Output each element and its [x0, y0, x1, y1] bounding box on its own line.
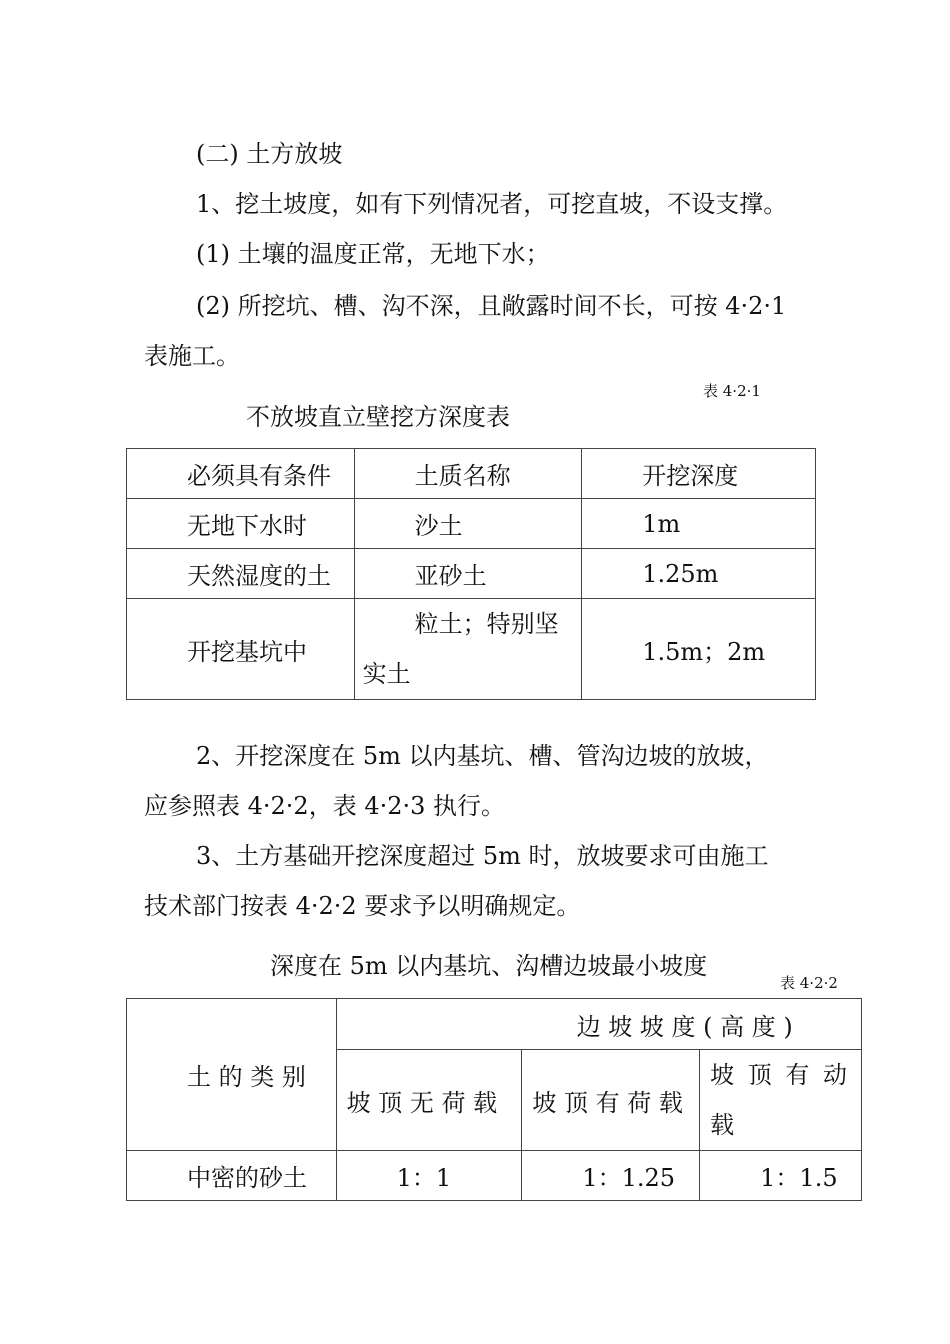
table-row: [127, 499, 816, 549]
table-cell: 1：1.25: [522, 1151, 700, 1201]
paragraph-item-2-line2: 应参照表 4·2·2，表 4·2·3 执行。: [144, 792, 506, 820]
table1-header-depth: 开挖深度: [582, 449, 816, 499]
table-row: [127, 999, 862, 1050]
table1-header-soil: 土质名称: [354, 449, 582, 499]
table-cell: 亚砂土: [354, 549, 582, 599]
table2-header-no-load: 坡 顶 无 荷 载: [336, 1050, 522, 1151]
table1: [126, 448, 816, 700]
table1-number: 表 4·2·1: [703, 382, 761, 400]
table-cell: 1.25m: [582, 549, 816, 599]
table-cell: 开挖基坑中: [127, 599, 355, 700]
table-cell: 天然湿度的土: [127, 549, 355, 599]
table-cell: 沙土: [354, 499, 582, 549]
paragraph-item-1: 1、挖土坡度，如有下列情况者，可挖直坡，不设支撑。: [196, 190, 788, 218]
table1-header-condition: 必须具有条件: [127, 449, 355, 499]
table2-header-dynamic-load: [700, 1050, 862, 1151]
table2-header-slope-ratio: 边 坡 坡 度 ( 高 度 ): [336, 999, 861, 1050]
table-cell: 1：1: [336, 1151, 522, 1201]
paragraph-item-1-2-line1: (2) 所挖坑、槽、沟不深，且敞露时间不长，可按 4·2·1: [196, 292, 787, 320]
section-title: (二) 土方放坡: [196, 140, 343, 168]
paragraph-item-3-line1: 3、土方基础开挖深度超过 5m 时，放坡要求可由施工: [196, 842, 769, 870]
table-row: [127, 1151, 862, 1201]
table-cell: 无地下水时: [127, 499, 355, 549]
cell-line: 实土: [362, 660, 411, 688]
table-cell: 中密的砂土: [127, 1151, 337, 1201]
table2-number: 表 4·2·2: [780, 974, 838, 992]
table-cell: 1：1.5: [700, 1151, 862, 1201]
cell-line: 载: [710, 1111, 735, 1139]
table-cell: 1m: [582, 499, 816, 549]
table-row: [127, 599, 816, 700]
paragraph-item-1-1: (1) 土壤的温度正常，无地下水；: [196, 240, 550, 268]
table-row: [127, 449, 816, 499]
table2: [126, 998, 862, 1201]
table-cell: 1.5m；2m: [582, 599, 816, 700]
table2-header-soil-type: 土 的 类 别: [127, 999, 337, 1151]
cell-line: 粒土；特别坚: [414, 610, 559, 638]
table1-title: 不放坡直立壁挖方深度表: [246, 403, 510, 431]
table2-header-static-load: 坡 顶 有 荷 载: [522, 1050, 700, 1151]
table-row: [127, 549, 816, 599]
paragraph-item-3-line2: 技术部门按表 4·2·2 要求予以明确规定。: [144, 892, 581, 920]
table-cell: [354, 599, 582, 700]
paragraph-item-2-line1: 2、开挖深度在 5m 以内基坑、槽、管沟边坡的放坡，: [196, 742, 769, 770]
cell-line: 坡 顶 有 动: [710, 1061, 851, 1089]
table2-title: 深度在 5m 以内基坑、沟槽边坡最小坡度: [270, 952, 708, 980]
paragraph-item-1-2-line2: 表施工。: [144, 342, 240, 370]
